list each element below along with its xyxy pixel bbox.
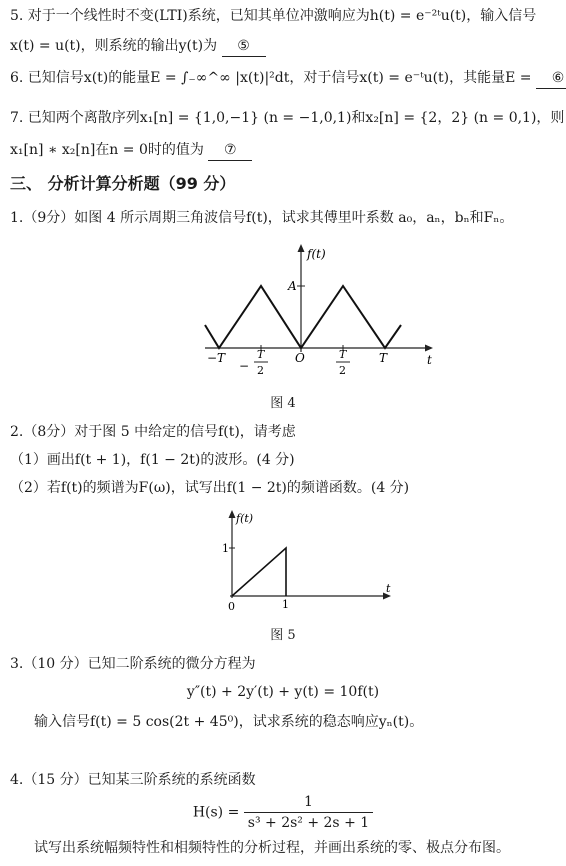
fig5-ytick: 1 [222, 542, 229, 555]
fig4-xlabel: t [427, 353, 432, 367]
fig4-tick-T: T [379, 351, 388, 365]
p4-h-num: 1 [244, 794, 373, 813]
p2-sub1: （1）画出f(t + 1)，f(1 − 2t)的波形。(4 分) [10, 452, 295, 468]
fig4-tick-neghalf-num: T [257, 348, 265, 361]
p1-text: 1.（9分）如图 4 所示周期三角波信号f(t)，试求其傅里叶系数 a₀，aₙ，bₙ和Fₙ。 [10, 210, 514, 226]
q7-line2: x₁[n] ∗ x₂[n]在n = 0时的值为 ⑦ [10, 140, 252, 161]
fig5-xlabel: t [386, 582, 391, 595]
p4-fraction [244, 794, 373, 831]
fig5-ramp-signal [232, 548, 286, 596]
fig4-tick-half-den: 2 [339, 364, 346, 377]
p3-text: 3.（10 分）已知二阶系统的微分方程为 [10, 656, 256, 672]
fig4-caption: 图 4 [270, 396, 296, 411]
p4-h-den: s³ + 2s² + 2s + 1 [247, 815, 370, 831]
q7-line1: 7. 已知两个离散序列x₁[n] = {1,0,−1} (n = −1,0,1)和x₂[n] = {2，2} (n = 0,1)，则 [10, 110, 565, 126]
p3-equation: y″(t) + 2y′(t) + y(t) = 10f(t) [186, 684, 380, 700]
p4-h-lhs: H(s) = [192, 804, 240, 821]
q5-line2: x(t) = u(t)，则系统的输出y(t)为 ⑤ [10, 36, 266, 57]
p4-text: 4.（15 分）已知某三阶系统的系统函数 [10, 772, 256, 788]
q7-blank: ⑦ [208, 140, 252, 161]
fig4-tick-half-num: T [339, 348, 347, 361]
fig4-tick-neghalf-den: 2 [257, 364, 264, 377]
q6-blank: ⑥ [536, 68, 566, 89]
fig4-tick-neg-sign: − [239, 359, 250, 373]
fig4-peak-label: A [288, 279, 297, 293]
fig4-triangle-wave [205, 286, 401, 348]
fig5-xtick0: 0 [228, 600, 235, 613]
fig4-ylabel: f(t) [307, 247, 326, 261]
p3-input: 输入信号f(t) = 5 cos(2t + 45⁰)，试求系统的稳态响应yₙ(t)。 [34, 714, 424, 730]
fig4-x-arrow-icon [425, 345, 433, 352]
fig5-xtick1: 1 [282, 598, 289, 611]
fig4-tick-negT: −T [207, 351, 226, 365]
q5-blank: ⑤ [222, 36, 266, 57]
p4-transfer-function [0, 794, 566, 831]
p2-sub2: （2）若f(t)的频谱为F(ω)，试写出f(1 − 2t)的频谱函数。(4 分) [10, 480, 410, 496]
fig5-ylabel: f(t) [236, 512, 254, 525]
q5-line1: 5. 对于一个线性时不变(LTI)系统，已知其单位冲激响应为h(t) = e⁻²ᵗu(t)，输入信号 [10, 8, 537, 24]
fig5-caption: 图 5 [270, 628, 296, 643]
section-title: 三、 分析计算分析题（99 分） [10, 174, 236, 193]
fig4-y-arrow-icon [298, 244, 305, 252]
fig4-origin: O [295, 351, 305, 365]
fig5-y-arrow-icon [229, 510, 236, 518]
p4-task: 试写出系统幅频特性和相频特性的分析过程，并画出系统的零、极点分布图。 [34, 840, 510, 856]
figure-4 [195, 240, 445, 380]
q6-line: 6. 已知信号x(t)的能量E = ∫₋∞^∞ |x(t)|²dt，对于信号x(t) = e⁻ᵗu(t)，其能量E = ⑥ [10, 68, 566, 89]
figure-5 [218, 506, 398, 616]
p2-text: 2.（8分）对于图 5 中给定的信号f(t)，请考虑 [10, 424, 296, 440]
